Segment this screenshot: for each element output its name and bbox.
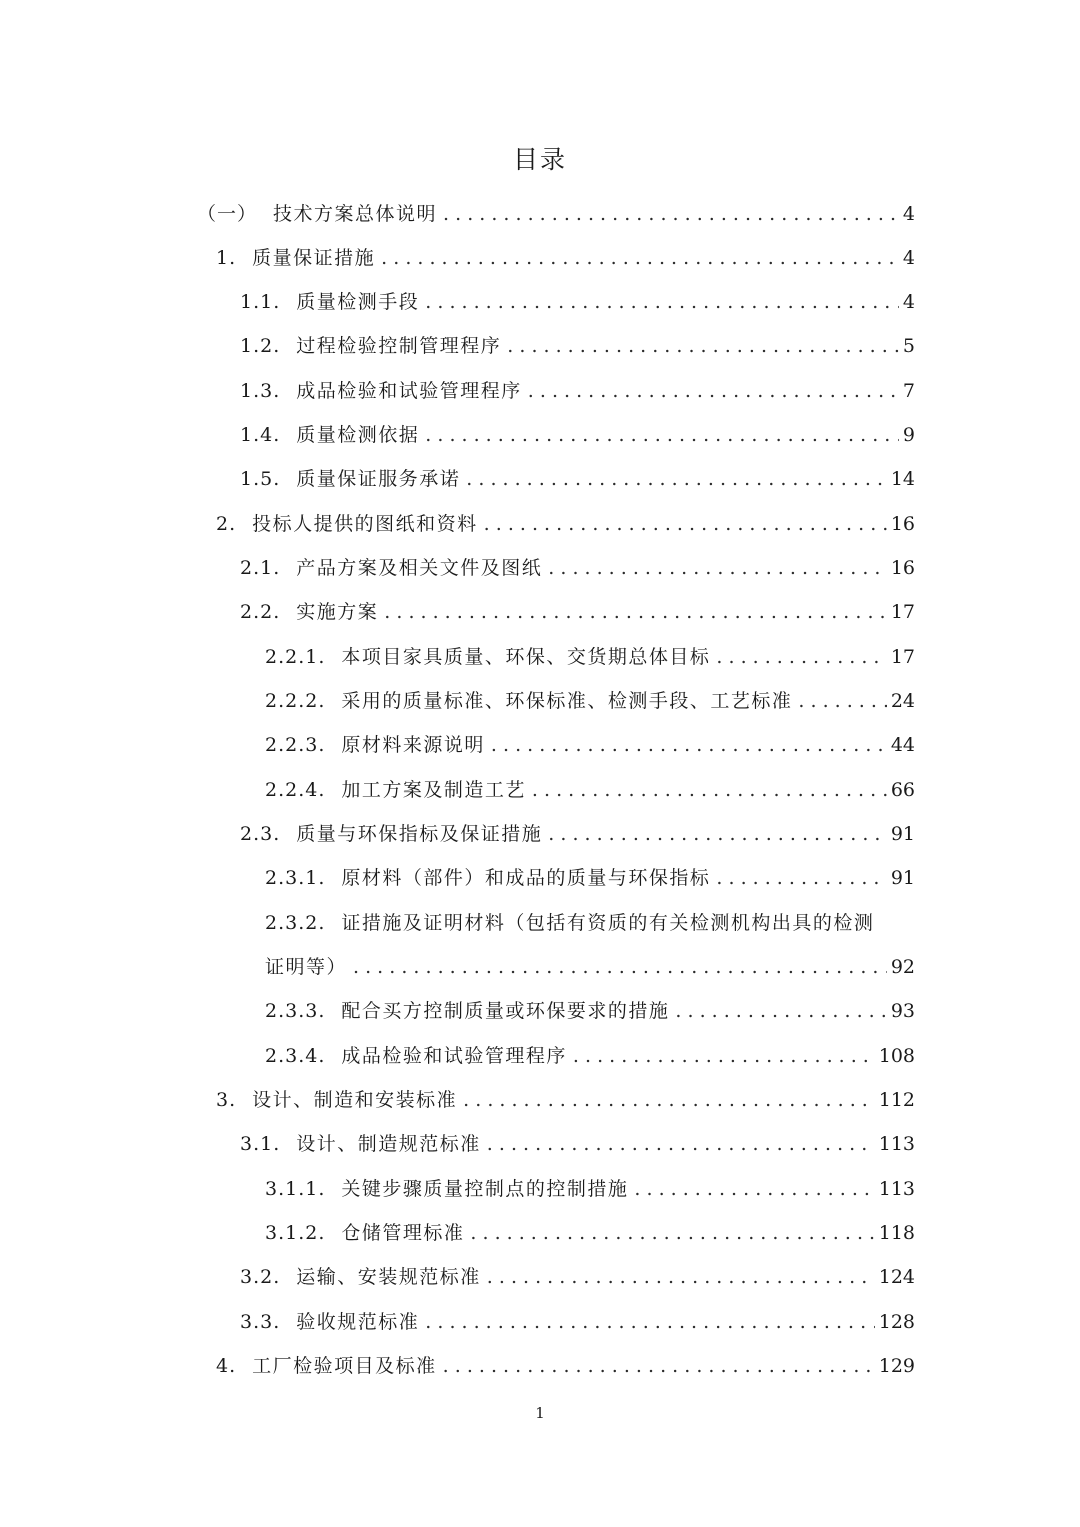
toc-entry-title: 设计、制造规范标准 xyxy=(296,1133,481,1155)
dot-leader xyxy=(381,240,899,276)
toc-entry-number: 2.1. xyxy=(240,557,281,579)
toc-entry-page: 113 xyxy=(878,1133,915,1155)
toc-entry-number: 2.2.1. xyxy=(265,646,326,668)
toc-entry-wrapped[interactable] xyxy=(265,905,915,941)
toc-entry-number: 3.2. xyxy=(240,1266,281,1288)
toc-entry-page: 17 xyxy=(890,601,915,623)
toc-entry-title: 实施方案 xyxy=(296,601,379,623)
dot-leader xyxy=(425,284,899,320)
toc-entry[interactable] xyxy=(265,1171,915,1207)
toc-entry-page: 124 xyxy=(878,1266,915,1288)
dot-leader xyxy=(798,683,886,719)
toc-entry-title: 验收规范标准 xyxy=(296,1311,420,1333)
toc-entry-title: 质量保证服务承诺 xyxy=(296,468,461,490)
toc-entry-number: 2.3.3. xyxy=(265,1000,326,1022)
toc-entry-title: 仓储管理标准 xyxy=(341,1222,465,1244)
dot-leader xyxy=(353,949,887,985)
toc-entry-page: 5 xyxy=(902,335,915,357)
toc-entry-page: 16 xyxy=(890,557,915,579)
page-title: 目录 xyxy=(512,145,567,174)
toc-entry-page: 66 xyxy=(890,779,915,801)
toc-entry-title: 过程检验控制管理程序 xyxy=(296,335,502,357)
dot-leader xyxy=(470,1215,874,1251)
toc-entry[interactable] xyxy=(197,196,915,232)
toc-entry-number: 1.2. xyxy=(240,335,281,357)
toc-entry-page: 24 xyxy=(890,690,915,712)
toc-entry[interactable] xyxy=(240,1304,915,1340)
toc-entry-page: 112 xyxy=(878,1089,915,1111)
toc-entry[interactable] xyxy=(240,328,915,364)
dot-leader xyxy=(634,1171,874,1207)
toc-entry-title: 技术方案总体说明 xyxy=(273,203,438,225)
toc-entry-number: 3.1. xyxy=(240,1133,281,1155)
toc-entry-title: 投标人提供的图纸和资料 xyxy=(252,513,478,535)
toc-entry-page: 92 xyxy=(890,956,915,978)
dot-leader xyxy=(716,860,886,896)
toc-entry[interactable] xyxy=(265,1038,915,1074)
toc-entry-number: 3.1.2. xyxy=(265,1222,326,1244)
toc-entry-title: 关键步骤质量控制点的控制措施 xyxy=(341,1178,629,1200)
toc-entry-page: 7 xyxy=(902,380,915,402)
toc-entry[interactable] xyxy=(265,639,915,675)
toc-entry-page: 16 xyxy=(890,513,915,535)
toc-entry-page: 4 xyxy=(902,203,915,225)
toc-entry-number: 3.3. xyxy=(240,1311,281,1333)
toc-entry-number: 2.2.4. xyxy=(265,779,326,801)
toc-entry-title: 质量检测手段 xyxy=(296,291,420,313)
toc-entry[interactable] xyxy=(265,772,915,808)
toc-entry[interactable] xyxy=(240,373,915,409)
toc-entry-page: 128 xyxy=(878,1311,915,1333)
toc-entry-page: 93 xyxy=(890,1000,915,1022)
toc-entry-page: 129 xyxy=(878,1355,915,1377)
dot-leader xyxy=(466,461,887,497)
footer-page-number: 1 xyxy=(535,1404,545,1422)
toc-entry[interactable] xyxy=(240,284,915,320)
toc-entry[interactable] xyxy=(265,727,915,763)
dot-leader xyxy=(716,639,886,675)
dot-leader xyxy=(487,1259,875,1295)
toc-entry-title: 原材料来源说明 xyxy=(341,734,485,756)
toc-entry-title: 采用的质量标准、环保标准、检测手段、工艺标准 xyxy=(341,690,793,712)
toc-entry-number: 2.2.3. xyxy=(265,734,326,756)
dot-leader xyxy=(484,506,887,542)
toc-entry[interactable] xyxy=(240,816,915,852)
toc-entry-page: 118 xyxy=(878,1222,915,1244)
dot-leader xyxy=(548,816,887,852)
toc-entry-number: 2.3.4. xyxy=(265,1045,326,1067)
toc-entry-number: 2.2.2. xyxy=(265,690,326,712)
toc-entry-number: 2. xyxy=(216,513,237,535)
toc-entry-title: 本项目家具质量、环保、交货期总体目标 xyxy=(341,646,711,668)
toc-entry-page: 9 xyxy=(902,424,915,446)
toc-entry-title: 运输、安装规范标准 xyxy=(296,1266,481,1288)
toc-entry-page: 17 xyxy=(890,646,915,668)
toc-entry-title: 成品检验和试验管理程序 xyxy=(341,1045,567,1067)
toc-entry-number: 1.3. xyxy=(240,380,281,402)
toc-entry-title: 配合买方控制质量或环保要求的措施 xyxy=(341,1000,670,1022)
toc-entry-title: 成品检验和试验管理程序 xyxy=(296,380,522,402)
toc-entry-title: 加工方案及制造工艺 xyxy=(341,779,526,801)
dot-leader xyxy=(463,1082,875,1118)
toc-entry[interactable] xyxy=(240,1126,915,1162)
dot-leader xyxy=(443,1348,875,1384)
toc-entry-number: 1. xyxy=(216,247,237,269)
toc-entry[interactable] xyxy=(216,240,915,276)
toc-entry-number: 1.4. xyxy=(240,424,281,446)
toc-entry-page: 4 xyxy=(902,247,915,269)
toc-entry-title: 质量与环保指标及保证措施 xyxy=(296,823,543,845)
toc-entry-page: 91 xyxy=(890,823,915,845)
toc-entry-number: 4. xyxy=(216,1355,237,1377)
toc-entry-title-continued: 证明等） xyxy=(265,956,348,978)
dot-leader xyxy=(573,1038,875,1074)
toc-entry-number: 2.3. xyxy=(240,823,281,845)
toc-entry[interactable] xyxy=(240,1259,915,1295)
toc-entry-title: 质量检测依据 xyxy=(296,424,420,446)
dot-leader xyxy=(528,373,899,409)
toc-entry[interactable] xyxy=(240,594,915,630)
toc-entry[interactable] xyxy=(216,506,915,542)
toc-entry-number: 2.3.1. xyxy=(265,867,326,889)
toc-entry-title: 证措施及证明材料（包括有资质的有关检测机构出具的检测 xyxy=(341,912,875,934)
toc-entry-number: 1.1. xyxy=(240,291,281,313)
dot-leader xyxy=(425,417,899,453)
toc-entry-title: 工厂检验项目及标准 xyxy=(252,1355,437,1377)
toc-entry[interactable] xyxy=(265,1215,915,1251)
dot-leader xyxy=(425,1304,874,1340)
toc-entry[interactable] xyxy=(265,860,915,896)
toc-entry[interactable] xyxy=(240,417,915,453)
dot-leader xyxy=(548,550,887,586)
toc-entry-page: 91 xyxy=(890,867,915,889)
toc-entry[interactable] xyxy=(240,550,915,586)
toc-entry-title: 设计、制造和安装标准 xyxy=(252,1089,458,1111)
toc-entry-number: 2.2. xyxy=(240,601,281,623)
toc-entry-number: 2.3.2. xyxy=(265,912,326,934)
toc-entry[interactable] xyxy=(216,1348,915,1384)
toc-entry-continuation[interactable] xyxy=(265,949,915,985)
toc-entry-number: 1.5. xyxy=(240,468,281,490)
toc-entry-number: 3.1.1. xyxy=(265,1178,326,1200)
dot-leader xyxy=(507,328,899,364)
toc-entry-title: 产品方案及相关文件及图纸 xyxy=(296,557,543,579)
dot-leader xyxy=(487,1126,875,1162)
toc-entry-page: 113 xyxy=(878,1178,915,1200)
toc-entry-title: 原材料（部件）和成品的质量与环保指标 xyxy=(341,867,711,889)
toc-entry[interactable] xyxy=(240,461,915,497)
dot-leader xyxy=(491,727,887,763)
dot-leader xyxy=(675,993,886,1029)
toc-entry[interactable] xyxy=(265,683,915,719)
dot-leader xyxy=(443,196,899,232)
toc-entry-number: （一） xyxy=(197,203,258,225)
toc-entry[interactable] xyxy=(265,993,915,1029)
toc-entry-page: 4 xyxy=(902,291,915,313)
toc-entry[interactable] xyxy=(216,1082,915,1118)
dot-leader xyxy=(532,772,887,808)
toc-entry-page: 14 xyxy=(890,468,915,490)
toc-entry-title: 质量保证措施 xyxy=(252,247,376,269)
dot-leader xyxy=(384,594,887,630)
toc-entry-number: 3. xyxy=(216,1089,237,1111)
toc-entry-page: 44 xyxy=(890,734,915,756)
toc-entry-page: 108 xyxy=(878,1045,915,1067)
